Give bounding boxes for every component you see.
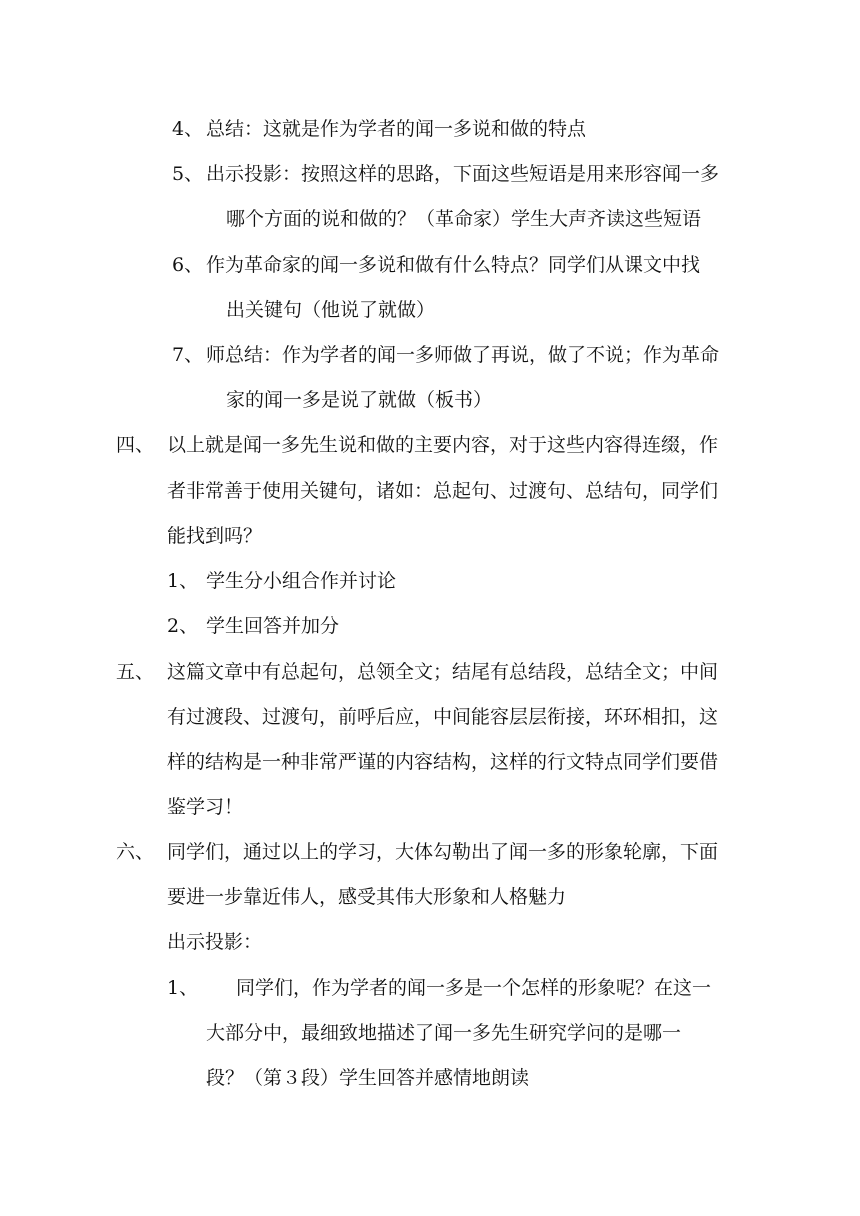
text-line: 样的结构是一种非常严谨的内容结构，这样的行文特点同学们要借	[167, 751, 719, 773]
section-number: 四、	[116, 434, 155, 456]
text-line: 学生分小组合作并讨论	[206, 570, 397, 592]
text-line: 以上就是闻一多先生说和做的主要内容，对于这些内容得连缀，作	[167, 434, 719, 456]
text-line: 家的闻一多是说了就做（板书）	[226, 389, 493, 411]
text-line: 出关键句（他说了就做）	[226, 299, 436, 321]
section-number: 六、	[116, 841, 155, 863]
text-line: 出示投影：	[167, 931, 263, 953]
text-line: 有过渡段、过渡句，前呼后应，中间能容层层衔接，环环相扣，这	[167, 706, 719, 728]
item-number: 6、	[172, 254, 204, 276]
text-line: 作为革命家的闻一多说和做有什么特点？同学们从课文中找	[206, 254, 701, 276]
text-line: 学生回答并加分	[206, 615, 340, 637]
text-line: 者非常善于使用关键句，诸如：总起句、过渡句、总结句，同学们	[167, 480, 719, 502]
item-number: 1、	[167, 570, 199, 592]
text-line: 段？（第３段）学生回答并感情地朗读	[206, 1067, 530, 1089]
item-number: 7、	[172, 344, 204, 366]
item-number: 5、	[172, 163, 204, 185]
text-line: 师总结：作为学者的闻一多师做了再说，做了不说；作为革命	[206, 344, 720, 366]
text-line: 哪个方面的说和做的？（革命家）学生大声齐读这些短语	[226, 208, 702, 230]
text-line: 大部分中，最细致地描述了闻一多先生研究学问的是哪一	[206, 1022, 682, 1044]
text-line: 要进一步靠近伟人，感受其伟大形象和人格魅力	[167, 886, 567, 908]
item-number: 4、	[172, 118, 204, 140]
text-line: 能找到吗？	[167, 525, 263, 547]
text-line: 这篇文章中有总起句，总领全文；结尾有总结段，总结全文；中间	[167, 661, 719, 683]
text-line: 出示投影：按照这样的思路，下面这些短语是用来形容闻一多	[206, 163, 720, 185]
item-number: 1、	[167, 977, 199, 999]
text-line: 鉴学习！	[167, 796, 244, 818]
text-line: 同学们，作为学者的闻一多是一个怎样的形象呢？在这一	[236, 977, 712, 999]
item-number: 2、	[167, 615, 199, 637]
text-line: 同学们，通过以上的学习，大体勾勒出了闻一多的形象轮廓，下面	[167, 841, 719, 863]
section-number: 五、	[116, 661, 155, 683]
text-line: 总结：这就是作为学者的闻一多说和做的特点	[206, 118, 587, 140]
